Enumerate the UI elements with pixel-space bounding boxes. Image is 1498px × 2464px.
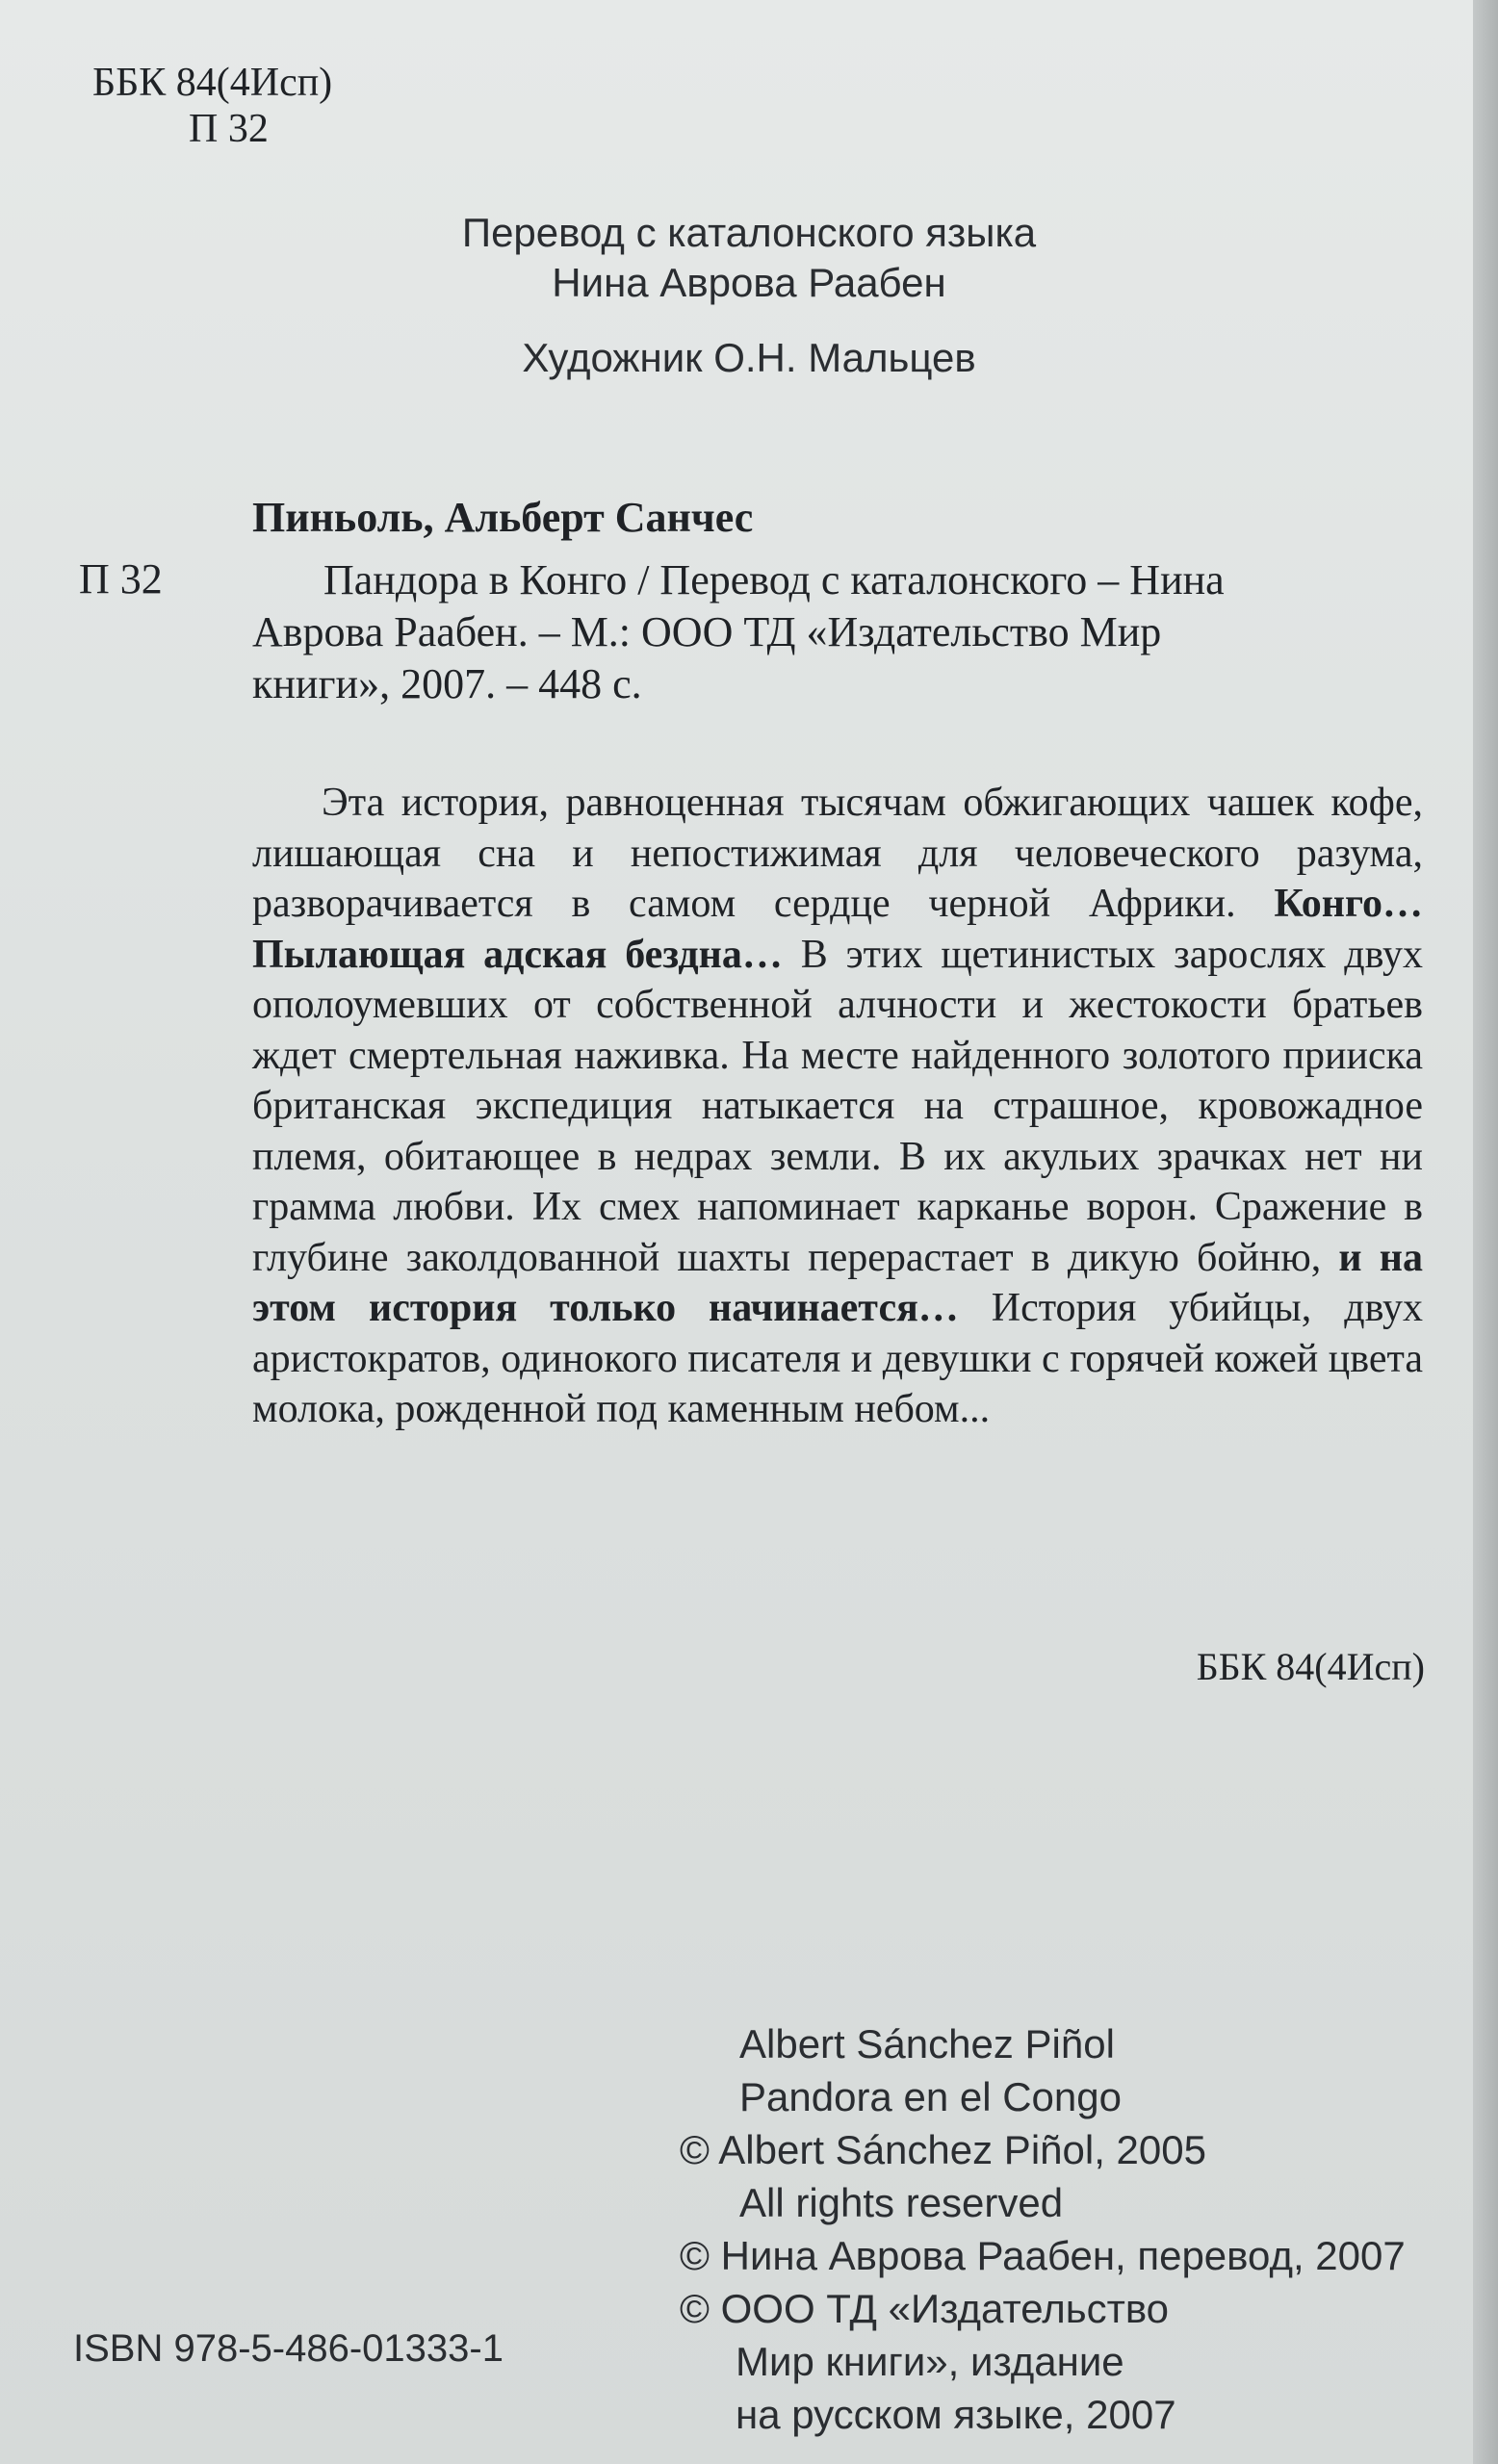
annotation-text: История убийцы, двух аристократов, одинокого писателя и девушки с горячей кожей цвета молока, рожденной под каменным небом...: [252, 1286, 1423, 1431]
isbn: ISBN 978-5-486-01333-1: [73, 2327, 504, 2370]
copyright-line: © Albert Sánchez Piñol, 2005: [680, 2127, 1206, 2172]
bbk-code-top: ББК 84(4Исп): [92, 61, 333, 105]
catalog-code: П 32: [79, 555, 163, 603]
bbk-footer: ББК 84(4Исп): [1196, 1645, 1425, 1688]
catalog-entry-line: Пандора в Конго / Перевод с каталонского – Нина: [323, 556, 1225, 603]
annotation-bold: Конго… Пылающая адская бездна…: [252, 882, 1423, 977]
catalog-entry: [252, 554, 1417, 710]
annotation-text: Эта история, равноценная тысячам обжигающих чашек кофе, лишающая сна и непостижимая для человеческого разума, разворачивается в самом сердце черной Африки.: [252, 781, 1423, 926]
original-title: Pandora en el Congo: [739, 2074, 1122, 2119]
copyright-line: © Нина Аврова Раабен, перевод, 2007: [680, 2233, 1406, 2278]
annotation-bold: и на этом история только начинается…: [252, 1235, 1423, 1330]
annotation-text: В этих щетинистых зарослях двух ополоумевших от собственной алчности и жестокости братьев ждет смертельная наживка. На месте найденного золотого прииска британская экспедиция натыкается на страшное, кровожадное племя, обитающее в недрах земли. В их акульих зрачках нет ни грамма любви. Их смех напоминает карканье ворон. Сражение в глубине заколдованной шахты перерастает в дикую бойню,: [252, 932, 1423, 1280]
original-author: Albert Sánchez Piñol: [739, 2021, 1115, 2066]
book-annotation: [252, 778, 1423, 1435]
translator-name: Нина Аврова Раабен: [552, 260, 946, 305]
copyright-line: Мир книги», издание: [736, 2339, 1124, 2384]
catalog-entry-line: книги», 2007. – 448 с.: [252, 660, 642, 707]
author-mark-top: П 32: [189, 107, 269, 151]
copyright-line: на русском языке, 2007: [736, 2392, 1176, 2437]
catalog-entry-line: Аврова Раабен. – М.: ООО ТД «Издательство Мир: [252, 608, 1162, 655]
translation-note: Перевод с каталонского языка: [461, 210, 1037, 255]
illustrator-credit: Художник О.Н. Мальцев: [522, 335, 976, 380]
copyright-block: [680, 2017, 1406, 2441]
rights-reserved: All rights reserved: [739, 2180, 1064, 2225]
catalog-author: Пиньоль, Альберт Санчес: [252, 494, 754, 541]
copyright-line: © ООО ТД «Издательство: [680, 2286, 1170, 2331]
bbk-header: [92, 60, 332, 152]
